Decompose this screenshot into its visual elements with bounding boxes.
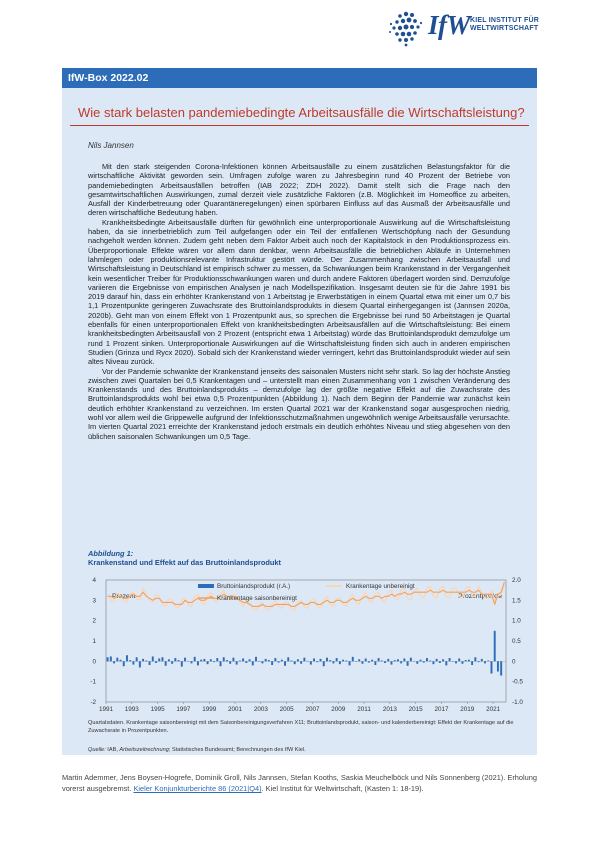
gdp-bar [149,661,151,665]
left-tick-label: 4 [92,577,96,584]
gdp-bar [229,661,231,663]
gdp-bar [226,660,228,661]
gdp-bar [178,660,180,661]
gdp-bar [349,661,351,665]
gdp-bar [432,661,434,664]
gdp-bar [478,661,480,662]
title-rule [70,125,529,126]
gdp-bar [313,658,315,661]
gdp-bar [429,661,431,662]
gdp-bar [220,661,222,666]
gdp-bar [384,661,386,663]
right-tick-label: -0.5 [512,678,523,686]
gdp-bar [368,661,370,662]
gdp-bar [381,661,383,662]
gdp-bar [339,661,341,664]
gdp-bar [442,659,444,661]
gdp-bar [213,661,215,662]
gdp-bar [236,661,238,664]
gdp-bar [142,659,144,661]
x-tick-label: 1997 [176,706,191,713]
right-tick-label: 2.0 [512,577,521,584]
right-tick-label: 1.5 [512,597,521,605]
paragraph-2: Krankheitsbedingte Arbeitsausfälle dürften für gewöhnlich eine unterproportionale Auswirkung auf die Wirtschaftsleistung haben, da sie innerbetrieblich zum Teil aufgefangen oder ein Teil der entfallenen Wertschöpfung nach der Gesundung nachgeholt werden können. Zudem geht neben dem Faktor Arbeit auch noch der Kapitalstock in den Produktionsprozess ein. Überproportionale Effekte wären vor allem dann denkbar, wenn Arbeitsausfälle die betrieblichen Abläufe in Unternehmen lahmlegen oder produktionsrelevante Infrastruktur gestört würde. Der Zusammenhang zwischen Arbeitsausfall und Wirtschaftsleistung in Deutschland ist empirisch schwer zu messen, da Schwankungen beim Krankenstand in der Vergangenheit kein wesentlicher Treiber für Produktionsschwankungen waren und durch andere Faktoren überlagert worden sind. Demzufolge variieren die Ergebnisse von empirischen Analysen je nach Modellspezifikation. Insgesamt deuten sie für die Jahre 1991 bis 2019 darauf hin, dass ein erhöhter Krankenstand von 1 Arbeitstag je Erwerbstätigen in einem Quartal etwa mit einer um 0,7 bis 1,1 Prozentpunkte geringeren Zuwachsrate des Bruttoinlandsprodukts in diesem Quartal einhergegangen ist (Jannsen 2020a, 2020b). Geht man von einem Effekt von 1 Prozentpunkt aus, so sprechen die Ergebnisse bei rund 50 Arbeitstagen je Quartal ebenfalls für einen unterproportionalen Effekt von krankheitsbedingten Arbeitsausfällen auf die Wirtschaftsleistung: Bei einem krankheitsbedingten Arbeitsausfall von 2 Prozent (entspricht etwa 1 Arbeitstag) würde das Bruttoinlandsprodukt demzufolge um rund 1 Prozent sinken. Unterproportionale Auswirkungen auf die Wirtschaftsleistung finden sich auch in anderen empirischen Studien (Grinza und Rycx 2020). Sobald sich der Krankenstand wieder verringert, kehrt das Bruttoinlandsprodukt wieder auf sein altes Niveau zurück. [88,217,510,367]
gdp-bar [129,660,131,661]
gdp-bar [481,659,483,661]
figure-source [88,747,306,753]
gdp-bar [371,660,373,662]
gdp-bar [155,661,157,663]
gdp-bar [174,658,176,661]
sick-days-adjusted-line [108,582,505,606]
gdp-bar [416,661,418,663]
gdp-bar [200,660,202,662]
gdp-bar [458,658,460,661]
gdp-bar [474,657,476,661]
gdp-bar [261,661,263,663]
gdp-bar [468,660,470,662]
gdp-bar [449,658,451,661]
gdp-bar [232,658,234,662]
gdp-bar [332,661,334,663]
gdp-bar [374,661,376,665]
x-tick-label: 2007 [305,706,320,713]
source-italic: Arbeitszeitrechnung [119,747,169,753]
legend-label-gdp: Bruttoinlandsprodukt (r.A.) [217,583,291,590]
gdp-bar [184,658,186,662]
gdp-bar [345,661,347,662]
gdp-bar [410,658,412,662]
gdp-bar [165,661,167,665]
x-tick-label: 2009 [331,706,346,713]
right-tick-label: 0.5 [512,638,521,645]
x-tick-label: 1995 [150,706,165,713]
x-tick-label: 1993 [124,706,139,713]
gdp-bar [500,661,502,675]
gdp-bar [181,661,183,666]
x-tick-label: 2005 [279,706,294,713]
gdp-bar [203,659,205,661]
left-tick-label: 1 [92,638,96,645]
gdp-bar [113,661,115,663]
right-tick-label: -1.0 [512,699,523,706]
gdp-bar [249,659,251,661]
box-tag: IfW-Box 2022.02 [62,68,537,88]
gdp-bar [278,661,280,662]
logo-line1: KIEL INSTITUT FÜR [470,17,539,24]
sick-days-chart [86,574,526,718]
gdp-bar [274,658,276,661]
gdp-bar [420,660,422,662]
gdp-bar [352,657,354,661]
gdp-bar [391,661,393,664]
citation-text: Martin Ademmer, Jens Boysen-Hogrefe, Dominik Groll, Nils Jannsen, Stefan Kooths, Saskia Meuchelböck und Nils Sonnenberg (2021). Erholung vorerst ausgebremst. [62,773,537,794]
gdp-bar [123,661,125,666]
gdp-bar [265,659,267,661]
gdp-bar [484,661,486,663]
gdp-bar [316,661,318,662]
gdp-bar [407,661,409,665]
left-axis-label: Prozent [112,593,136,600]
left-tick-label: 0 [92,658,96,666]
source-rest: ; Statistisches Bundesamt; Berechnungen des IfW Kiel. [168,747,306,753]
gdp-bar [139,661,141,667]
logo-brand: IfW [428,10,471,40]
gdp-bar [378,658,380,661]
gdp-bar [194,657,196,661]
x-tick-label: 2021 [486,706,501,713]
legend-label-adjusted: Krankentage saisonbereinigt [217,595,297,602]
gdp-bar [210,659,212,661]
gdp-bar [161,657,163,661]
gdp-bar [242,658,244,661]
gdp-bar [361,661,363,663]
legend-label-unadjusted: Krankentage unbereinigt [346,583,415,590]
gdp-bar [303,658,305,662]
gdp-bar [329,660,331,661]
gdp-bar [465,660,467,661]
paragraph-1: Mit den stark steigenden Corona-Infektionen können Arbeitsausfälle zu einem zusätzlichen Belastungsfaktor für die wirtschaftliche Aktivität geworden sein. Umfragen zufolge waren zu Jahresbeginn rund 40 Prozent der Betriebe von pandemiebedingten Arbeitsausfällen betroffen (IAB 2022; ZDH 2022). Damit stellt sich die Frage nach den gesamtwirtschaftlichen Auswirkungen, zumal derzeit viele zusätzliche Faktoren (z.B. Möglichkeit im Homeoffice zu arbeiten, Ausfall der Kinderbetreuung oder Quarantäneregelungen) einen spürbaren Einfluss auf das Ausmaß der Arbeitsausfälle und deren wirtschaftliche Bedeutung haben. [88,162,510,218]
gdp-bar [426,658,428,661]
legend-swatch-gdp [198,584,214,588]
x-tick-label: 2017 [434,706,449,713]
logo-line2: WELTWIRTSCHAFT [470,25,539,32]
gdp-bar [158,658,160,661]
x-tick-label: 2019 [460,706,475,713]
globe-logo-icon [376,6,434,50]
gdp-bar [132,661,134,664]
gdp-bar [403,658,405,661]
x-tick-label: 2015 [408,706,423,713]
figure-notes: Quartalsdaten. Krankentage saisonbereinigt mit dem Saisonbereinigungsverfahren X11; Bruttoinlandsprodukt, saison- und kalenderbereinigt: Effekt der Krankentage auf die Zuwachsrate in Prozentpunkten. [88,720,514,734]
right-axis-label: Prozentpunkte [458,593,502,600]
gdp-bar [397,659,399,661]
gdp-bar [271,661,273,665]
body-text [88,162,510,441]
citation-rest: . Kiel Institut für Weltwirtschaft, (Kasten 1: 18-19). [261,784,424,794]
gdp-bar [191,661,193,663]
left-tick-label: -2 [90,699,96,706]
gdp-bar [423,661,425,662]
gdp-bar [145,661,147,662]
figure-title: Krankenstand und Effekt auf das Bruttoinlandsprodukt [88,558,281,567]
gdp-bar [223,657,225,661]
gdp-bar [287,657,289,661]
gdp-bar [436,659,438,661]
gdp-bar [394,660,396,661]
gdp-bar [342,660,344,662]
gdp-bar [284,661,286,665]
left-tick-label: -1 [90,678,96,686]
box-title: Wie stark belasten pandemiebedingte Arbeitsausfälle die Wirtschaftsleistung? [78,105,525,120]
gdp-bar [497,661,499,671]
citation [62,772,537,795]
left-tick-label: 2 [92,617,96,625]
gdp-bar [239,661,241,662]
gdp-bar [152,656,154,661]
gdp-bar [336,658,338,661]
gdp-bar [387,659,389,661]
x-tick-label: 2013 [382,706,397,713]
gdp-bar [110,656,112,661]
x-tick-label: 1991 [98,706,114,713]
gdp-bar [326,658,328,662]
gdp-bar [323,661,325,666]
x-tick-label: 2001 [228,706,243,713]
right-tick-label: 0 [512,658,516,666]
gdp-bar [471,661,473,665]
gdp-bar [255,657,257,661]
x-tick-label: 2011 [357,706,371,713]
right-tick-label: 1.0 [512,617,521,625]
gdp-bar [491,661,493,673]
x-tick-label: 2003 [253,706,268,713]
gdp-bar [291,661,293,662]
gdp-bar [245,661,247,663]
gdp-bar [439,661,441,663]
gdp-bar [168,659,170,661]
gdp-bar [136,657,138,661]
sick-days-unadjusted-line [108,584,505,610]
gdp-bar [365,658,367,661]
gdp-bar [461,661,463,663]
gdp-bar [445,661,447,665]
ifw-logo [376,6,548,50]
citation-link[interactable]: Kieler Konjunkturberichte 86 (2021|Q4) [133,784,262,794]
gdp-bar [320,659,322,661]
gdp-bar [494,631,496,662]
gdp-bar [310,661,312,664]
gdp-bar [400,661,402,663]
gdp-bar [294,661,296,664]
gdp-bar [197,661,199,665]
left-tick-label: 3 [92,597,96,605]
source-text: IAB, [107,747,120,753]
figure-label: Abbildung 1: [88,549,134,558]
gdp-bar [252,661,254,665]
author: Nils Jannsen [88,141,134,150]
gdp-bar [120,660,122,662]
gdp-bar [297,659,299,661]
paragraph-3: Vor der Pandemie schwankte der Krankenstand jenseits des saisonalen Musters nicht sehr stark. So lag der höchste Anstieg zwischen zwei Quartalen bei 0,5 Krankentagen und – unterstellt man einen Zusammenhang von 1 zwischen Veränderung des Krankenstands und des Bruttoinlandsprodukts – demzufolge lag der größte negative Effekt auf die Zuwachsrate des Bruttoinlandsprodukts wohl bei etwa 0,5 Prozentpunkten (Abbildung 1). Nach dem Beginn der Pandemie war zunächst kein deutlich erhöhter Krankenstand zu verzeichnen. Im ersten Quartal 2021 war der Krankenstand sogar ausgesprochen niedrig, wohl vor allem weil die Grippewelle aufgrund der Infektionsschutzmaßnahmen ungewöhnlich wenige Arbeitsausfälle verursachte. Im vierten Quartal 2021 erreichte der Krankenstand jedoch erstmals ein deutlich erhöhtes Niveau und stieg abgesehen von den üblichen saisonalen Schwankungen um 0,5 Tage. [88,366,510,441]
gdp-bar [116,658,118,662]
gdp-bar [300,661,302,663]
gdp-bar [487,661,489,662]
gdp-bar [455,661,457,663]
gdp-bar [107,657,109,661]
plot-frame [106,580,506,702]
gdp-bar [207,661,209,664]
ifw-box [62,68,537,755]
gdp-bar [126,655,128,661]
gdp-bar [216,658,218,661]
gdp-bar [268,660,270,661]
source-label: Quelle: [88,747,106,753]
gdp-bar [281,660,283,662]
x-tick-label: 1999 [202,706,217,713]
gdp-bar [358,659,360,661]
gdp-bar [171,661,173,663]
